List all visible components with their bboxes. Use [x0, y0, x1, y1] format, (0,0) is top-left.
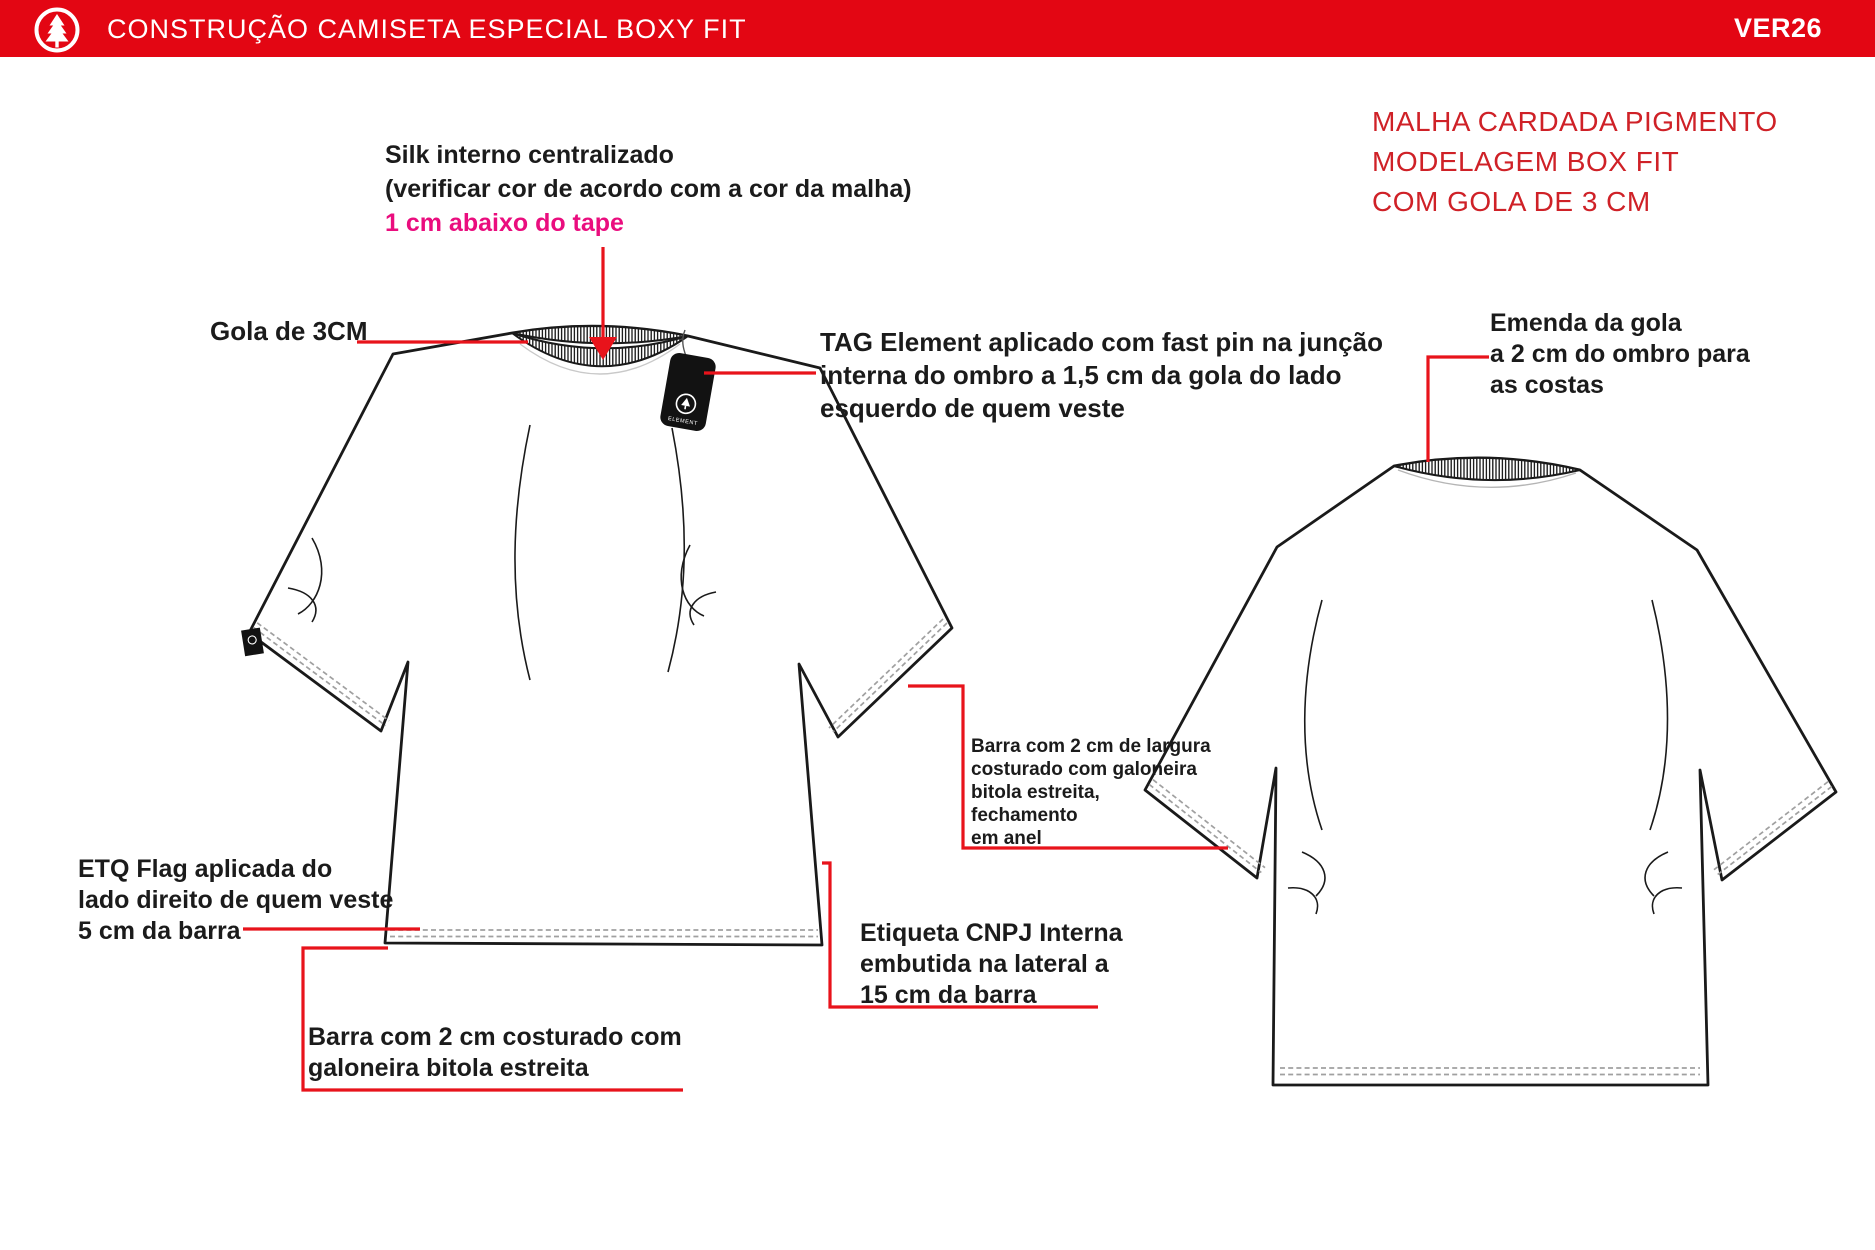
- note-emenda-line3: as costas: [1490, 371, 1604, 399]
- spec-title: [1372, 102, 1778, 222]
- silk-leader-arrow: [589, 247, 617, 360]
- note-emenda-gola: [1490, 308, 1750, 401]
- note-barra-largura: [971, 735, 1211, 850]
- note-gola: [210, 316, 367, 346]
- note-tag-line2: interna do ombro a 1,5 cm da gola do lado: [820, 360, 1342, 390]
- note-silk-line3-highlight: 1 cm abaixo do tape: [385, 209, 624, 237]
- spec-title-line3: COM GOLA DE 3 CM: [1372, 186, 1651, 217]
- note-barra-costurado-line1: Barra com 2 cm costurado com: [308, 1023, 682, 1051]
- note-barra-largura-line4: fechamento: [971, 805, 1078, 826]
- note-etq-line3: 5 cm da barra: [78, 917, 241, 945]
- note-barra-largura-line3: bitola estreita,: [971, 782, 1100, 803]
- note-etq-flag: [78, 854, 393, 947]
- note-cnpj-line3: 15 cm da barra: [860, 981, 1037, 1009]
- note-emenda-line1: Emenda da gola: [1490, 309, 1682, 337]
- page-title: CONSTRUÇÃO CAMISETA ESPECIAL BOXY FIT: [107, 14, 747, 44]
- version-badge: VER26: [1733, 13, 1822, 43]
- note-barra-largura-line1: Barra com 2 cm de largura: [971, 736, 1211, 757]
- note-gola-text: Gola de 3CM: [210, 316, 368, 346]
- note-silk-line1: Silk interno centralizado: [385, 141, 674, 169]
- note-etq-line1: ETQ Flag aplicada do: [78, 855, 333, 883]
- note-emenda-line2: a 2 cm do ombro para: [1490, 340, 1750, 368]
- note-etq-line2: lado direito de quem veste: [78, 886, 394, 914]
- note-barra-largura-line2: costurado com galoneira: [971, 759, 1197, 780]
- spec-title-line2: MODELAGEM BOX FIT: [1372, 146, 1680, 177]
- sleeve-flag-tag: [241, 628, 264, 657]
- note-barra-largura-line5: em anel: [971, 828, 1042, 849]
- emenda-leader-line: [1428, 357, 1489, 462]
- note-cnpj-line1: Etiqueta CNPJ Interna: [860, 919, 1123, 947]
- note-barra-costurado: [308, 1022, 682, 1084]
- spec-title-line1: MALHA CARDADA PIGMENTO: [1372, 106, 1778, 137]
- hang-tag-label: ELEMENT: [667, 415, 699, 428]
- note-barra-costurado-line2: galoneira bitola estreita: [308, 1054, 589, 1082]
- note-tag-line3: esquerdo de quem veste: [820, 393, 1125, 423]
- note-tag-element: [820, 326, 1383, 425]
- note-silk-line2: (verificar cor de acordo com a cor da malha): [385, 175, 912, 203]
- note-tag-line1: TAG Element aplicado com fast pin na junção: [820, 327, 1383, 357]
- note-cnpj-line2: embutida na lateral a: [860, 950, 1109, 978]
- note-etiqueta-cnpj: [860, 918, 1123, 1011]
- note-silk-interno: [385, 138, 912, 240]
- back-body-outline: [1145, 458, 1836, 1085]
- tshirt-back-view: [1145, 458, 1836, 1085]
